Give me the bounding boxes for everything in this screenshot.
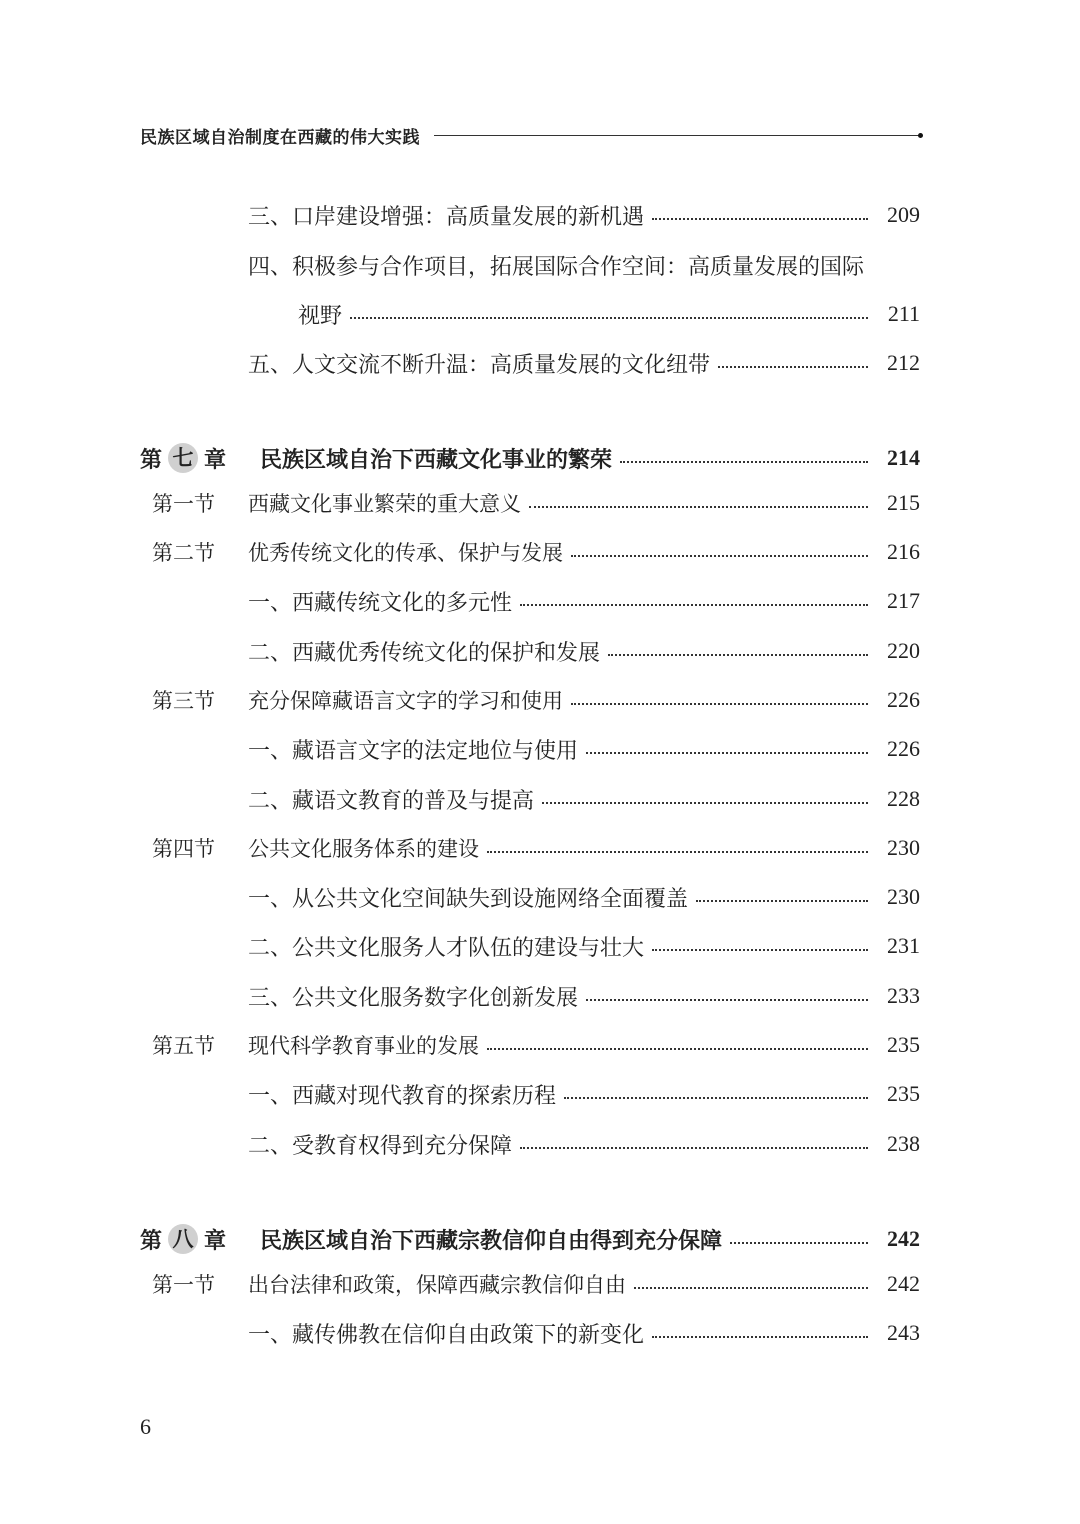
- dot-leader: [487, 851, 868, 853]
- section-page: 226: [887, 687, 920, 712]
- header-dot: [918, 133, 923, 138]
- chapter-number: 八: [168, 1224, 198, 1254]
- dot-leader: [571, 555, 868, 557]
- chapter-title: 民族区域自治下西藏宗教信仰自由得到充分保障: [260, 1228, 723, 1254]
- entry-text: 一、藏传佛教在信仰自由政策下的新变化: [248, 1322, 645, 1348]
- dot-leader: [634, 1287, 868, 1289]
- dot-leader: [730, 1242, 868, 1244]
- toc-entry[interactable]: [140, 779, 920, 819]
- entry-text: 三、口岸建设增强：高质量发展的新机遇: [248, 204, 645, 230]
- entry-text: 三、公共文化服务数字化创新发展: [248, 985, 579, 1011]
- section-entry[interactable]: [140, 532, 920, 572]
- entry-page: 231: [887, 933, 920, 958]
- chapter-label: [140, 1224, 260, 1255]
- dot-leader: [529, 506, 868, 508]
- dot-leader: [564, 1097, 868, 1099]
- toc-entry[interactable]: [140, 926, 920, 966]
- entry-page: 230: [887, 884, 920, 909]
- section-entry[interactable]: [140, 1264, 920, 1304]
- section-page: 235: [887, 1032, 920, 1057]
- chapter-number: 七: [168, 443, 198, 473]
- toc-entry[interactable]: [140, 877, 920, 917]
- toc-entry[interactable]: [140, 976, 920, 1016]
- section-title: 优秀传统文化的传承、保护与发展: [248, 541, 563, 565]
- entry-page: 235: [887, 1081, 920, 1106]
- entry-text: 二、公共文化服务人才队伍的建设与壮大: [248, 935, 645, 961]
- section-label: 第三节: [152, 689, 215, 713]
- book-title: 民族区域自治制度在西藏的伟大实践: [140, 127, 420, 148]
- toc-entry[interactable]: [140, 245, 920, 285]
- toc-entry[interactable]: [140, 581, 920, 621]
- section-title: 现代科学教育事业的发展: [248, 1034, 479, 1058]
- dot-leader: [487, 1048, 868, 1050]
- dot-leader: [696, 900, 868, 902]
- page-number: 6: [140, 1414, 151, 1439]
- section-title: 公共文化服务体系的建设: [248, 837, 479, 861]
- entry-text: 四、积极参与合作项目，拓展国际合作空间：高质量发展的国际: [248, 254, 865, 280]
- dot-leader: [350, 317, 868, 319]
- chapter-suffix: 章: [204, 447, 227, 473]
- entry-page: 212: [887, 350, 920, 375]
- section-title: 出台法律和政策，保障西藏宗教信仰自由: [248, 1273, 626, 1297]
- dot-leader: [542, 802, 868, 804]
- chapter-page: 214: [887, 445, 920, 470]
- entry-text: 二、受教育权得到充分保障: [248, 1133, 513, 1159]
- dot-leader: [571, 703, 868, 705]
- toc-entry[interactable]: [140, 343, 920, 383]
- section-label: 第二节: [152, 541, 215, 565]
- section-label: 第一节: [152, 1273, 215, 1297]
- toc-entry[interactable]: [140, 195, 920, 235]
- chapter-prefix: 第: [140, 447, 163, 473]
- entry-page: 209: [887, 202, 920, 227]
- dot-leader: [520, 1147, 868, 1149]
- chapter-entry[interactable]: [140, 438, 920, 478]
- dot-leader: [586, 752, 868, 754]
- entry-text: 视野: [298, 303, 343, 329]
- entry-text: 一、西藏对现代教育的探索历程: [248, 1083, 557, 1109]
- section-label: 第五节: [152, 1034, 215, 1058]
- entry-page: 243: [887, 1320, 920, 1345]
- chapter-entry[interactable]: [140, 1219, 920, 1259]
- entry-page: 228: [887, 786, 920, 811]
- entry-text: 一、西藏传统文化的多元性: [248, 590, 513, 616]
- section-title: 充分保障藏语言文字的学习和使用: [248, 689, 563, 713]
- toc-entry[interactable]: [140, 1313, 920, 1353]
- dot-leader: [520, 604, 868, 606]
- toc-entry[interactable]: [140, 1074, 920, 1114]
- dot-leader: [718, 366, 868, 368]
- section-label: 第一节: [152, 492, 215, 516]
- section-page: 242: [887, 1271, 920, 1296]
- dot-leader: [586, 999, 868, 1001]
- dot-leader: [652, 1336, 868, 1338]
- chapter-page: 242: [887, 1226, 920, 1251]
- section-entry[interactable]: [140, 483, 920, 523]
- chapter-suffix: 章: [204, 1228, 227, 1254]
- chapter-label: [140, 443, 260, 474]
- entry-page: 233: [887, 983, 920, 1008]
- entry-text: 二、藏语文教育的普及与提高: [248, 788, 535, 814]
- running-header: [140, 120, 920, 150]
- entry-page: 226: [887, 736, 920, 761]
- toc-entry[interactable]: [140, 1124, 920, 1164]
- entry-page: 211: [887, 301, 920, 326]
- dot-leader: [620, 461, 868, 463]
- header-rule: [434, 135, 920, 136]
- dot-leader: [652, 949, 868, 951]
- chapter-title: 民族区域自治下西藏文化事业的繁荣: [260, 447, 613, 473]
- entry-text: 一、从公共文化空间缺失到设施网络全面覆盖: [248, 886, 689, 912]
- entry-text: 二、西藏优秀传统文化的保护和发展: [248, 640, 601, 666]
- entry-page: 238: [887, 1131, 920, 1156]
- dot-leader: [652, 218, 868, 220]
- toc-entry[interactable]: [140, 729, 920, 769]
- section-page: 230: [887, 835, 920, 860]
- toc-entry-continuation[interactable]: [140, 294, 920, 334]
- entry-text: 一、藏语言文字的法定地位与使用: [248, 738, 579, 764]
- entry-page: 220: [887, 638, 920, 663]
- chapter-prefix: 第: [140, 1228, 163, 1254]
- section-title: 西藏文化事业繁荣的重大意义: [248, 492, 521, 516]
- section-page: 216: [887, 539, 920, 564]
- section-page: 215: [887, 490, 920, 515]
- toc-entry[interactable]: [140, 631, 920, 671]
- section-entry[interactable]: [140, 1025, 920, 1065]
- section-entry[interactable]: [140, 828, 920, 868]
- section-entry[interactable]: [140, 680, 920, 720]
- section-label: 第四节: [152, 837, 215, 861]
- entry-text: 五、人文交流不断升温：高质量发展的文化纽带: [248, 352, 711, 378]
- entry-page: 217: [887, 588, 920, 613]
- dot-leader: [608, 654, 868, 656]
